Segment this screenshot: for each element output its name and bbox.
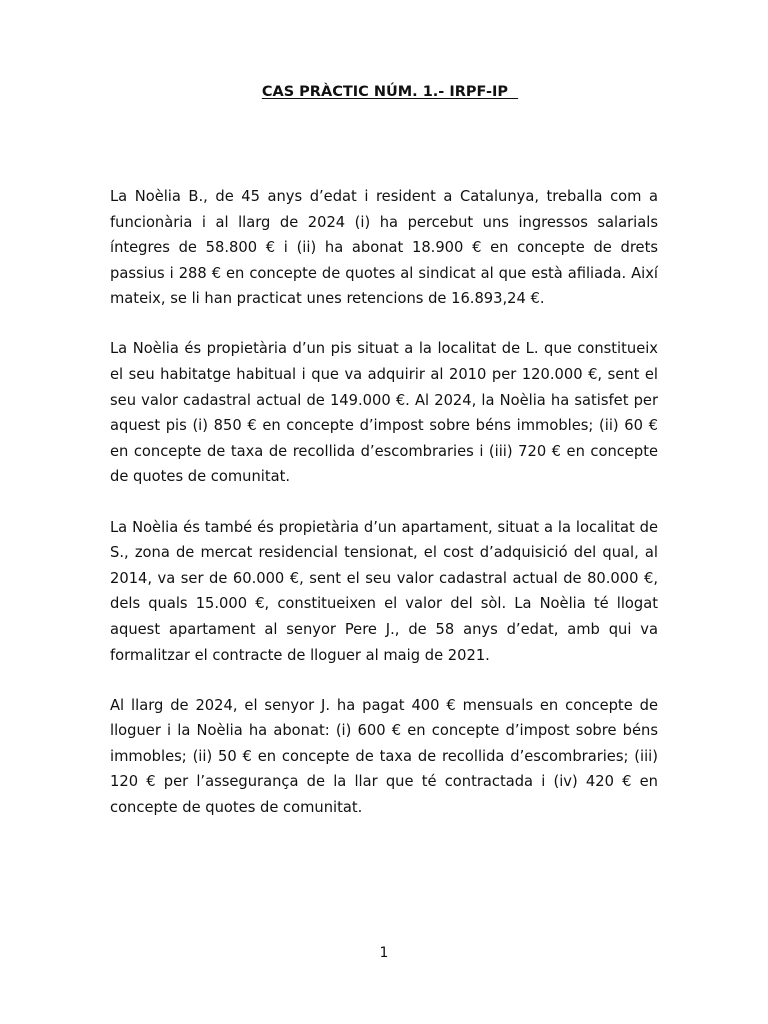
page-number: 1 — [379, 945, 389, 961]
paragraph-personal-income: La Noèlia B., de 45 anys d’edat i resident a Catalunya, treballa com a funcionària i al llarg de 2024 (i) ha percebut uns ingressos salarials íntegres de 58.800 € i (ii) ha abonat 18.900 € en concepte de drets passius i 288 € en concepte de quotes al sindicat al que està afiliada. Així mateix, se li han practicat unes retencions de 16.893,24 €. — [110, 188, 658, 308]
paragraph-rented-apartment: La Noèlia és també és propietària d’un apartament, situat a la localitat de S., zona de mercat residencial tensionat, el cost d’adquisició del qual, al 2014, va ser de 60.000 €, sent el seu valor cadastral actual de 80.000 €, dels quals 15.000 €, constitueixen el valor del sòl. La Noèlia té llogat aquest apartament al senyor Pere J., de 58 anys d’edat, amb qui va formalitzar el contracte de lloguer al maig de 2021. — [110, 518, 658, 664]
paragraph-main-residence: La Noèlia és propietària d’un pis situat a la localitat de L. que constitueix el seu habitatge habitual i que va adquirir al 2010 per 120.000 €, sent el seu valor cadastral actual de 149.000 €. Al 2024, la Noèlia ha satisfet per aquest pis (i) 850 € en concepte d’impost sobre béns immobles; (ii) 60 € en concepte de taxa de recollida d’escombraries i (iii) 720 € en concepte de quotes de comunitat. — [110, 340, 658, 486]
document-body — [110, 184, 658, 845]
document-title — [0, 84, 768, 100]
document-title-text: CAS PRÀCTIC NÚM. 1.- IRPF-IP — [261, 84, 519, 100]
paragraph-rental-expenses: Al llarg de 2024, el senyor J. ha pagat 400 € mensuals en concepte de lloguer i la Noèlia ha abonat: (i) 600 € en concepte d’impost sobre béns immobles; (ii) 50 € en concepte de taxa de recollida d’escombraries; (iii) 120 € per l’assegurança de la llar que té contractada i (iv) 420 € en concepte de quotes de comunitat. — [110, 696, 658, 816]
